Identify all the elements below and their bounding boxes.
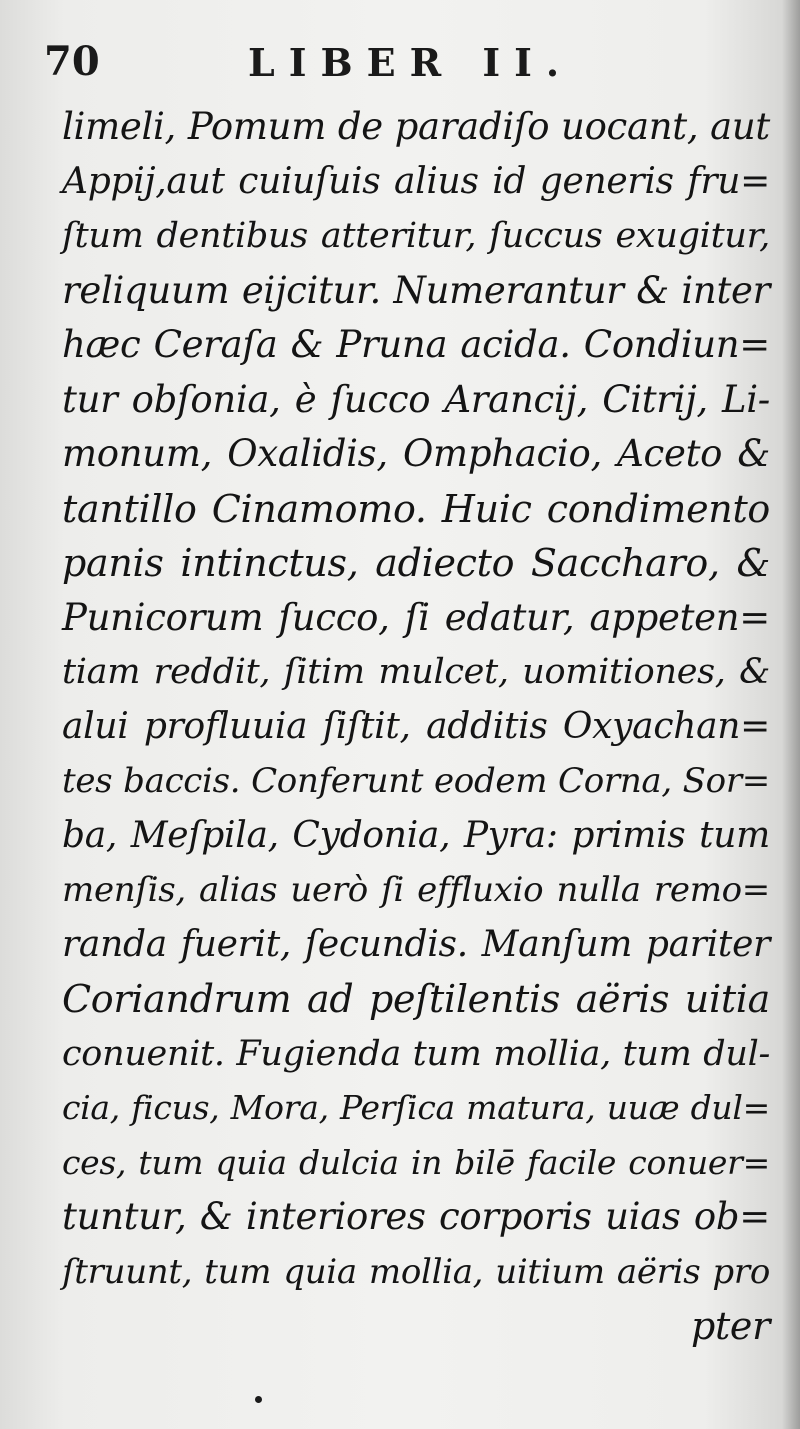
text-line: Punicorum ſucco, ſi edatur, appeten= — [62, 595, 770, 639]
ink-speck — [255, 1396, 262, 1403]
catchword: pter — [690, 1304, 770, 1348]
text-line: ces, tum quia dulcia in bilē facile conuer= — [62, 1142, 770, 1182]
text-line: tantillo Cinamomo. Huic condimento — [62, 486, 770, 531]
text-line: ſtruunt, tum quia mollia, uitium aëris pro — [62, 1251, 770, 1292]
text-line: conuenit. Fugienda tum mollia, tum dul- — [62, 1033, 770, 1074]
text-line: alui profluuia ſiſtit, additis Oxyachan= — [62, 705, 770, 747]
text-line: panis intinctus, adiecto Saccharo, & — [62, 541, 770, 585]
text-line: cia, ficus, Mora, Perſica matura, uuæ dul= — [62, 1088, 770, 1127]
page-edge-shadow — [782, 0, 800, 1429]
body-text — [62, 100, 770, 1354]
text-line: hæc Ceraſa & Pruna acida. Condiun= — [62, 323, 770, 366]
text-line: tes baccis. Conferunt eodem Corna, Sor= — [62, 761, 770, 801]
page-number: 70 — [44, 38, 100, 85]
text-line: menſis, alias uerò ſi effluxio nulla remo= — [62, 870, 770, 910]
text-line: tur obſonia, è ſucco Arancij, Citrij, Li- — [62, 377, 770, 421]
text-line: tiam reddit, ſitim mulcet, uomitiones, & — [62, 652, 770, 692]
text-line: Coriandrum ad peſtilentis aëris uitia — [62, 977, 770, 1021]
text-line: randa fuerit, ſecundis. Manſum pariter — [62, 923, 770, 965]
text-line: Appij,aut cuiuſuis alius id generis fru= — [62, 160, 770, 202]
text-line: monum, Oxalidis, Omphacio, Aceto & — [62, 432, 770, 475]
text-line: ſtum dentibus atteritur, ſuccus exugitur, — [62, 216, 770, 256]
text-line: reliquum eijcitur. Numerantur & inter — [62, 268, 770, 312]
text-line: ba, Meſpila, Cydonia, Pyra: primis tum — [62, 814, 770, 856]
text-line: tuntur, & interiores corporis uias ob= — [62, 1195, 770, 1238]
running-head: LIBER II. — [248, 40, 574, 85]
text-line: limeli, Pomum de paradiſo uocant, aut — [62, 105, 770, 148]
